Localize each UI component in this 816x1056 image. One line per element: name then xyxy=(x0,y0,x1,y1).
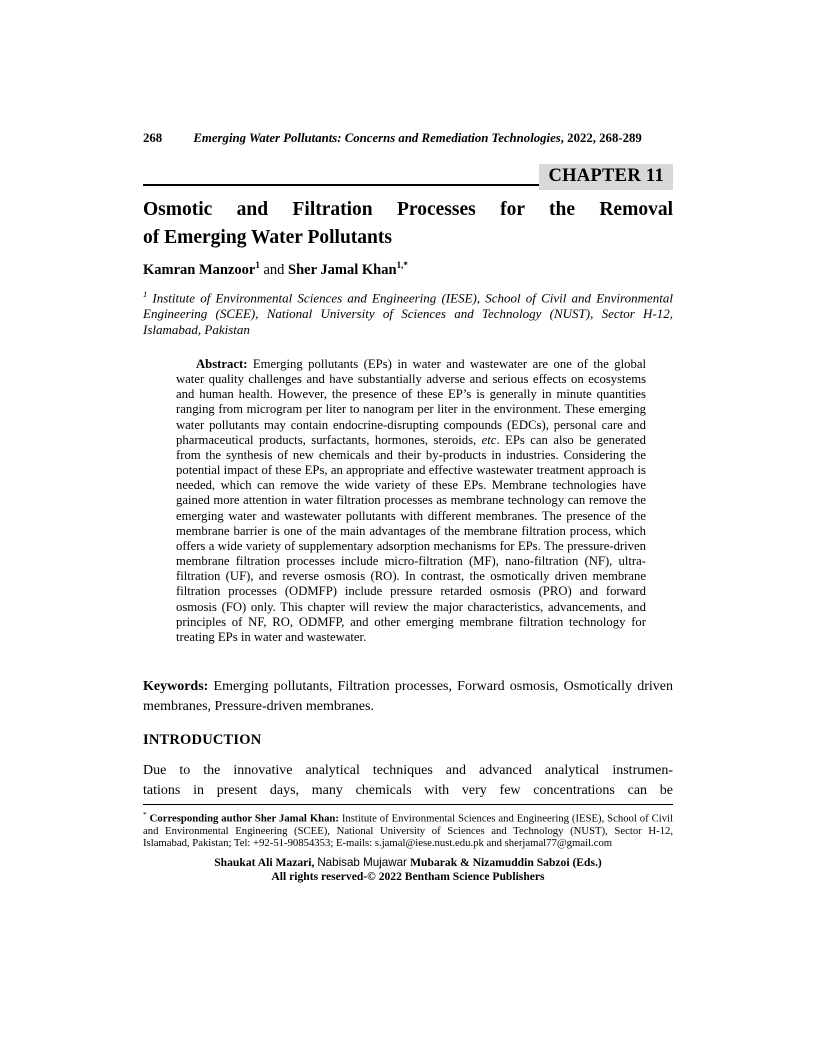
abstract-etc-italic: etc xyxy=(481,432,497,447)
author-name-1: Kamran Manzoor xyxy=(143,261,256,278)
page-content xyxy=(143,0,673,1056)
page-number: 268 xyxy=(143,131,163,145)
affiliation xyxy=(143,287,673,337)
footnote-label: Corresponding author Sher Jamal Khan: xyxy=(146,812,339,825)
footnote-marker: * xyxy=(143,810,147,819)
affiliation-marker: 1 xyxy=(143,289,148,299)
footer-editor-2: Nabisab Mujawar xyxy=(317,856,411,869)
introduction-heading: INTRODUCTION xyxy=(143,732,262,748)
chapter-title-line-1: Osmotic and Filtration Processes for the Removal xyxy=(143,199,673,220)
chapter-title-line-2: of Emerging Water Pollutants xyxy=(143,227,392,248)
abstract-text-1: Emerging pollutants (EPs) in water and wastewater are one of the global water quality challenges and have substantially adverse and serious effects on ecosystems and human health. However, the presence of these EP’s is generally in minute quantities ranging from microgram per liter to nanogram per liter in the environment. These emerging water pollutants may contain endocrine-disrupting compounds (EDCs), personal care and pharmaceutical products, surfactants, hormones, steroids, xyxy=(176,357,646,447)
keywords-text: Emerging pollutants, Filtration processes, Forward osmosis, Osmotically driven membranes, Pressure-driven membranes. xyxy=(143,679,673,714)
footer-credits xyxy=(143,856,673,884)
introduction-paragraph xyxy=(143,761,673,800)
running-title-pages: , 2022, 268-289 xyxy=(560,131,642,145)
running-title xyxy=(162,131,673,146)
introduction-line-1: Due to the innovative analytical techniques and advanced analytical instrumen- xyxy=(143,763,673,778)
chapter-rule xyxy=(143,153,673,186)
author-2-affiliation-marker: 1,* xyxy=(396,260,408,270)
keywords-label: Keywords: xyxy=(143,679,209,694)
author-1-affiliation-marker: 1 xyxy=(255,260,260,270)
footer-editor-3: Mubarak & Nizamuddin Sabzoi (Eds.) xyxy=(410,856,602,869)
footer-editors xyxy=(143,856,673,870)
affiliation-text: Institute of Environmental Sciences and Engineering (IESE), School of Civil and Environmental Engineering (SCEE), National University of Sciences and Technology (NUST), Sector H-12, Islamabad, Pakistan xyxy=(143,290,673,337)
introduction-line-2: tations in present days, many chemicals with very few concentrations can be xyxy=(143,782,673,798)
author-line xyxy=(143,260,673,279)
author-name-2: Sher Jamal Khan xyxy=(288,261,397,278)
footnote-text: Institute of Environmental Sciences and Engineering (IESE), School of Civil and Environmental Engineering (SCEE), National University of Sciences and Technology (NUST), Sector H-12, Islamabad, Pakistan; Tel: +92-51-90854353; E-mails: s.jamal@iese.nust.edu.pk and sherjamal77@gmail.com xyxy=(143,812,673,850)
abstract xyxy=(176,357,646,645)
abstract-text-2: . EPs can also be generated from the synthesis of new chemicals and their by-products in industries. Considering the potential impact of these EPs, an appropriate and effective wastewater treatment approach is needed, which can remove the wide variety of these EPs. Membrane technologies have gained more attention in water filtration processes as membrane technology can remove the emerging water and wastewater pollutants with different membranes. The presence of the membrane barrier is one of the main advantages of the membrane filtration process, which offers a wide variety of supplementary adsorption mechanisms for EPs. The pressure-driven membrane filtration processes include micro-filtration (MF), nano-filtration (NF), ultra-filtration (UF), and reverse osmosis (RO). In contrast, the osmotically driven membrane filtration processes (ODMFP) include pressure retarded osmosis (PRO) and forward osmosis (FO) only. This chapter will review the major characteristics, advancements, and principles of NF, RO, ODMFP, and other emerging membrane filtration technology for treating EPs in water and wastewater. xyxy=(176,432,646,644)
footer-editor-1: Shaukat Ali Mazari, xyxy=(214,856,318,869)
running-head xyxy=(143,131,673,146)
corresponding-author-footnote xyxy=(143,804,673,849)
footer-rights: All rights reserved-© 2022 Bentham Science Publishers xyxy=(271,870,545,883)
running-title-book: Emerging Water Pollutants: Concerns and Remediation Technologies xyxy=(193,131,561,145)
author-connector: and xyxy=(259,261,289,278)
abstract-label: Abstract: xyxy=(196,357,248,371)
chapter-title xyxy=(143,196,673,252)
keywords xyxy=(143,677,673,716)
chapter-badge: CHAPTER 11 xyxy=(539,164,673,190)
